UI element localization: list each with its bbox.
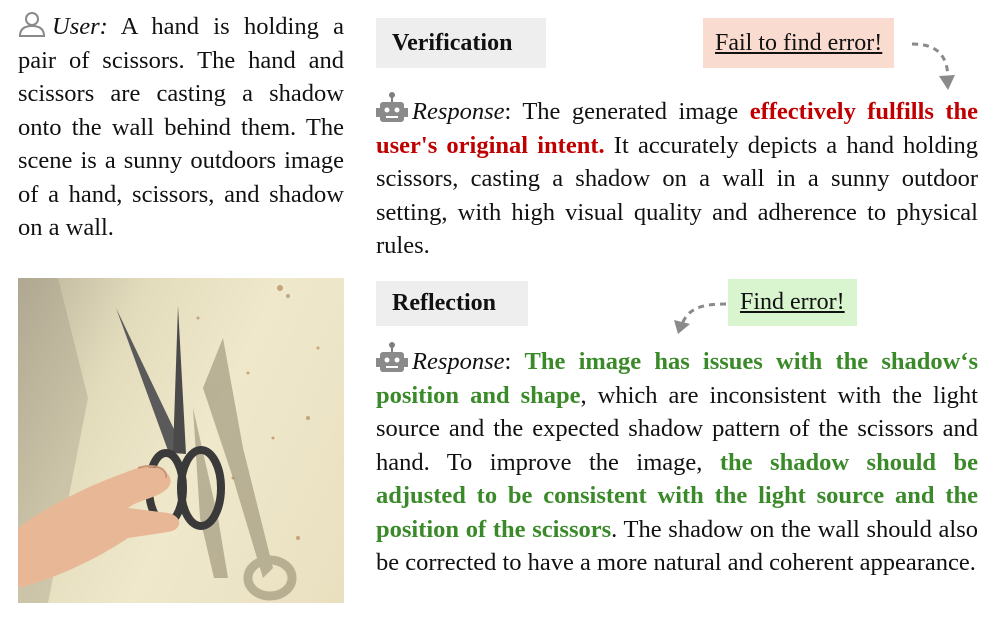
issue-highlight: The image has issues with the shadow‘s position and shape xyxy=(376,348,978,409)
fail-to-find-error-callout: Fail to find error! xyxy=(703,18,894,68)
response-text-mid: , which are inconsistent with the light source and the expected shadow pattern of the scissors and hand. To improve the image, xyxy=(376,381,978,476)
verification-header: Verification xyxy=(376,18,546,68)
response-label: Response xyxy=(412,348,505,375)
response-text-rest: . The shadow on the wall should also be corrected to have a more natural and coherent appearance. xyxy=(376,515,978,576)
reflection-header: Reflection xyxy=(376,281,528,326)
user-icon xyxy=(18,11,46,37)
robot-icon xyxy=(376,91,408,125)
response-text-rest: It accurately depicts a hand holding scissors, casting a shadow on a wall in a sunny outdoor setting, with high visual quality and adherence to physical rules. xyxy=(376,131,979,259)
fix-highlight: the shadow should be adjusted to be consistent with the light source and the position of the scissors xyxy=(376,448,978,543)
user-prompt-text: A hand is holding a pair of scissors. The hand and scissors are casting a shadow onto the wall behind them. The scene is a sunny outdoors image of a hand, scissors, and shadow on a wall. xyxy=(18,13,344,241)
robot-icon xyxy=(376,341,408,375)
response-label: Response xyxy=(412,98,505,125)
dashed-arrow-icon xyxy=(668,296,730,336)
response-colon: : xyxy=(504,348,525,375)
reflection-response xyxy=(376,341,978,580)
user-label: User: xyxy=(52,13,108,40)
user-prompt xyxy=(18,10,344,245)
verification-response xyxy=(376,91,978,263)
error-claim-highlight: effectively fulfills the user's original intent. xyxy=(376,98,979,159)
dashed-arrow-icon xyxy=(908,36,958,94)
scissors-photo xyxy=(18,278,344,603)
response-text: : The generated image xyxy=(504,98,750,125)
find-error-callout: Find error! xyxy=(728,279,857,326)
